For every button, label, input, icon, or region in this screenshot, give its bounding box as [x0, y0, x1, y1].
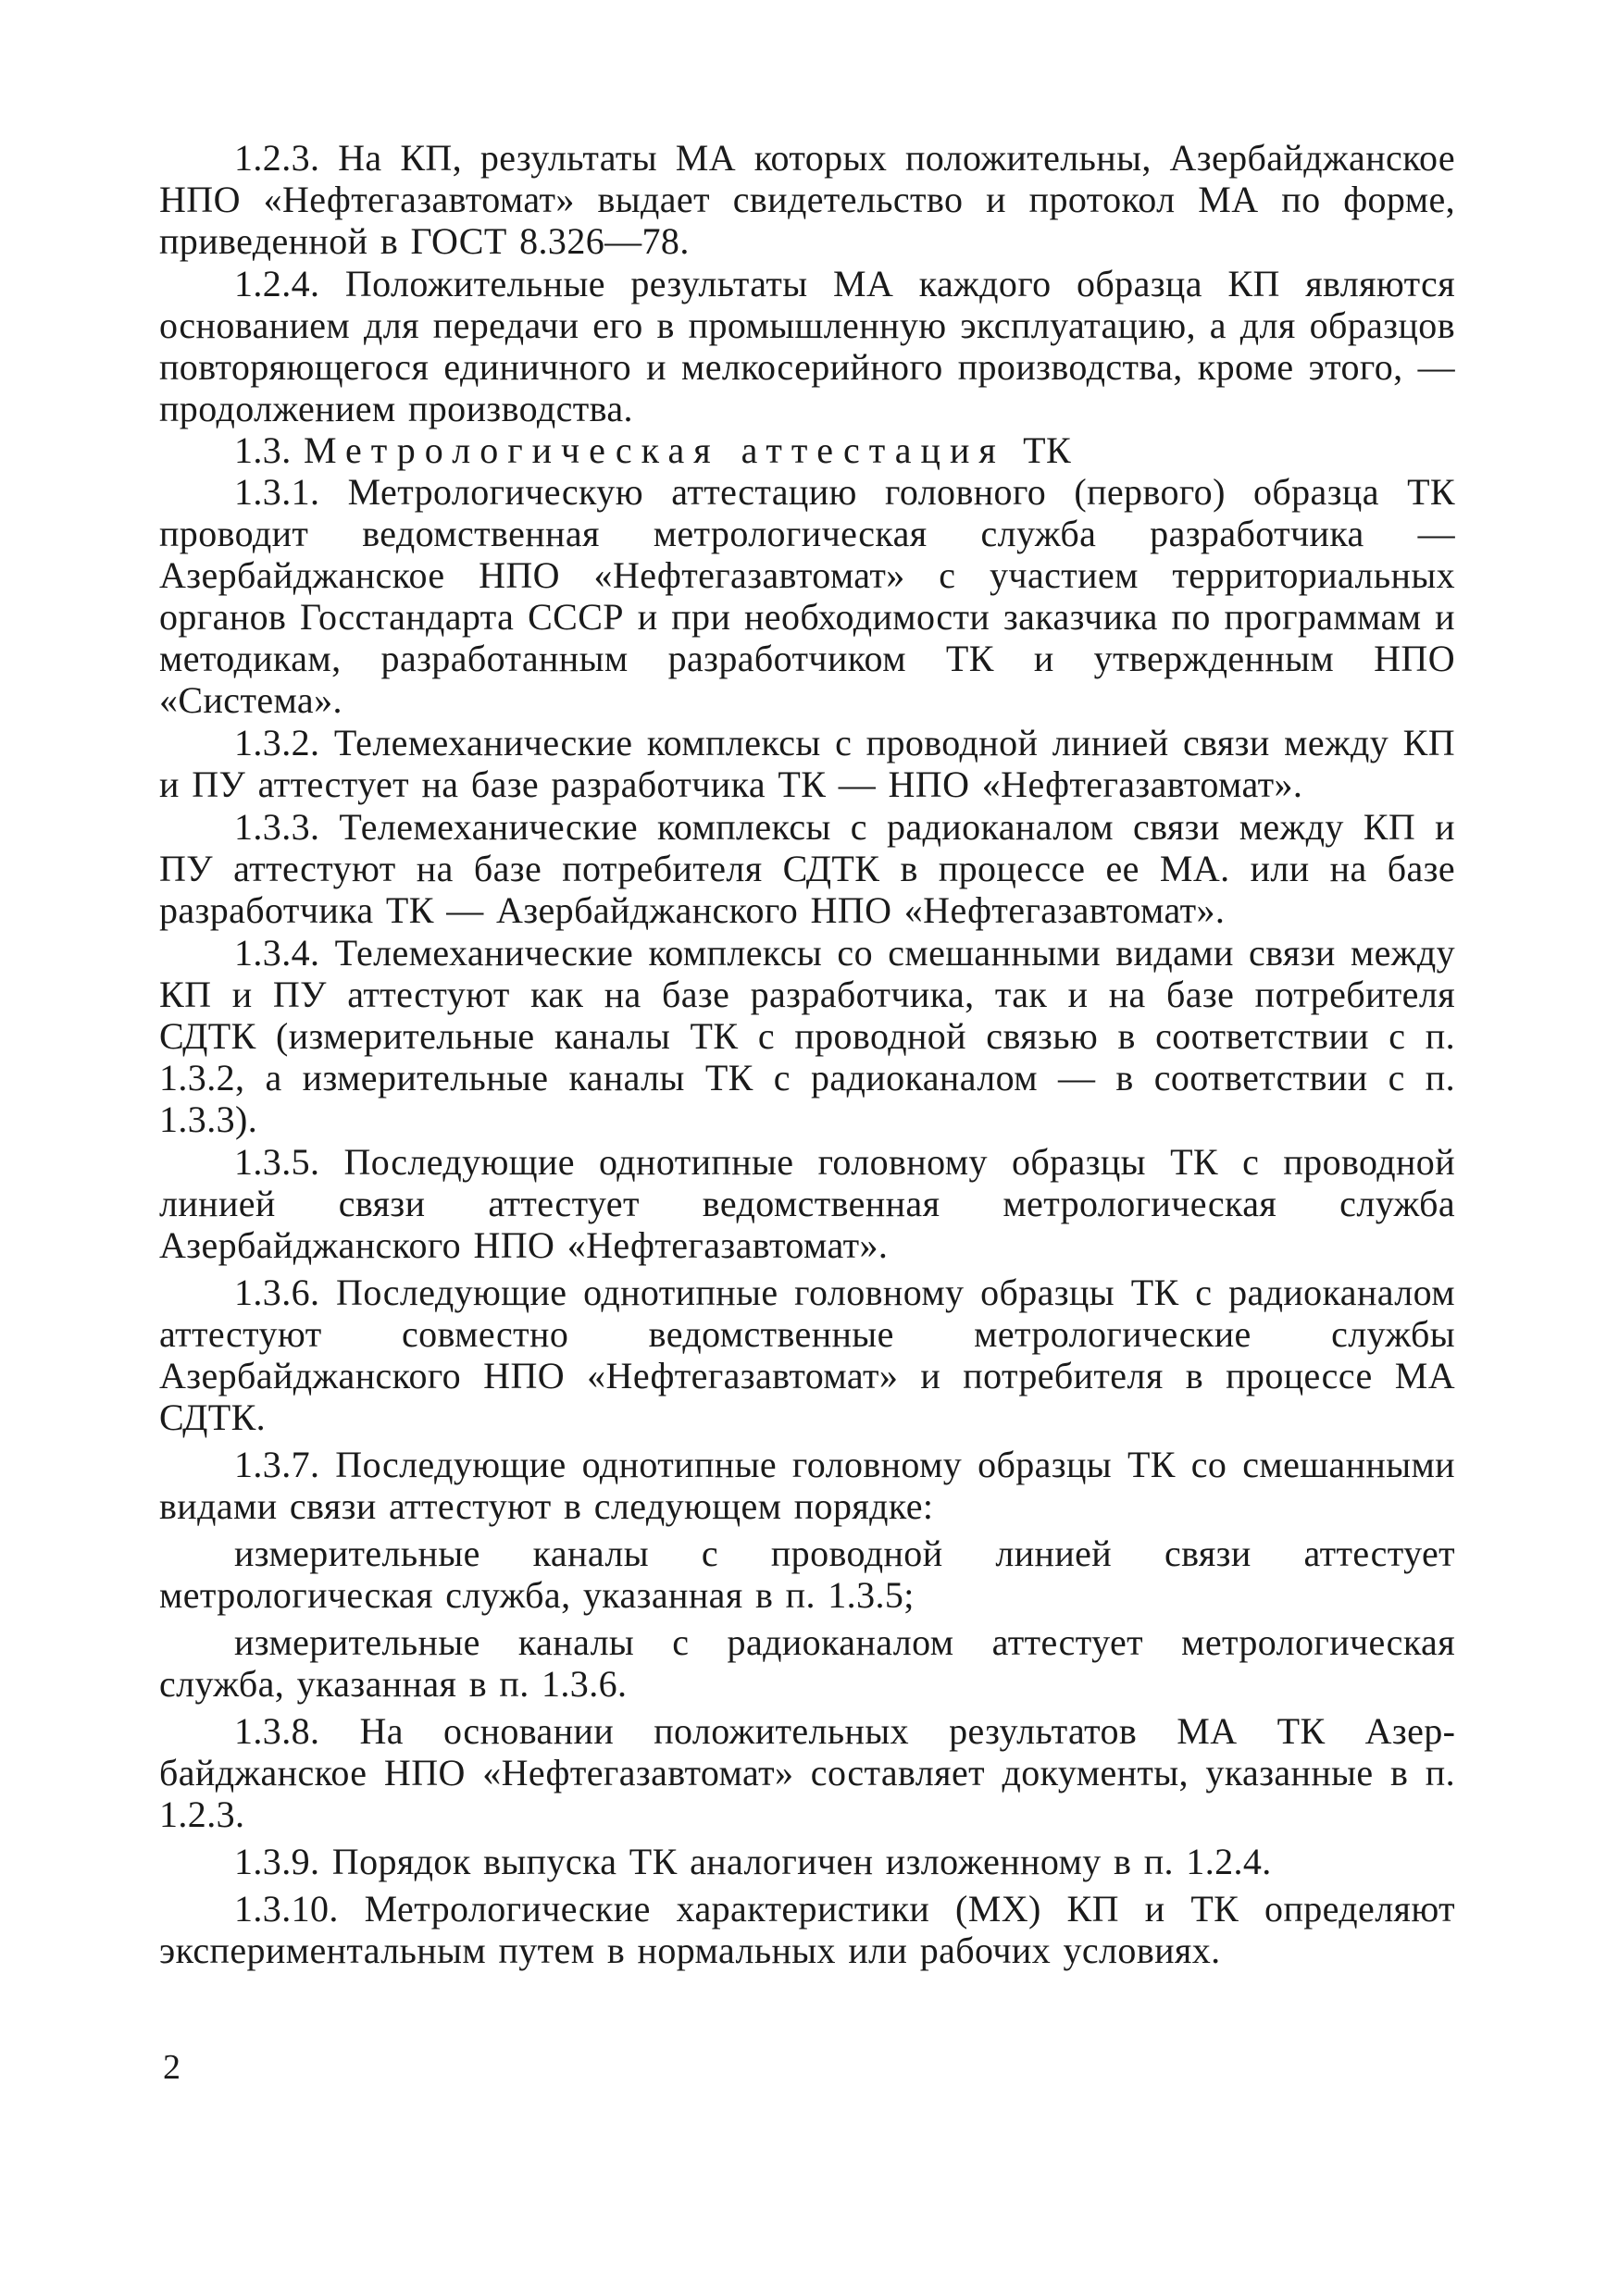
page-number: 2 — [163, 2048, 181, 2087]
clause-1-3-6: 1.3.6. Последующие однотипные головному образцы ТК с радиоканалом аттестуют совместно ведомственные метрологические службы Азербайджанского НПО «Нефтегазавтомат» и потребителя в процессе МА СДТК. — [159, 1272, 1455, 1438]
clause-1-3-7-item-wired: измерительные каналы с проводной линией связи аттестует метрологическая служба, указанная в п. 1.3.5; — [159, 1533, 1455, 1616]
clause-1-3-2: 1.3.2. Телемеханические комплексы с проводной линией связи между КП и ПУ аттестует на базе разработчика ТК — НПО «Нефтегазавтомат». — [159, 722, 1455, 805]
body-text — [159, 137, 1455, 1971]
clause-1-3-5: 1.3.5. Последующие однотипные головному образцы ТК с проводной линией связи аттестует ведомственная метрологическая служба Азербайджанского НПО «Нефтегазавтомат». — [159, 1141, 1455, 1266]
section-heading-number: 1.3. — [234, 429, 292, 471]
section-heading-tail: ТК — [1023, 429, 1072, 471]
clause-1-3-1: 1.3.1. Метрологическую аттестацию головного (первого) образца ТК проводит ведомственная метрологическая служба разработчика — Азербайджанское НПО «Нефтегазавтомат» с участием территориальных органов Госстандарта СССР и при необходимости заказчика по программам и методикам, разработанным разработчиком ТК и утвержденным НПО «Система». — [159, 471, 1455, 721]
clause-1-3-7: 1.3.7. Последующие однотипные головному образцы ТК со смешанными видами связи аттестуют в следующем порядке: — [159, 1444, 1455, 1527]
clause-1-3-8: 1.3.8. На основании положительных результатов МА ТК Азербайджанское НПО «Нефтегазавтомат» составляет документы, указанные в п. 1.2.3. — [159, 1710, 1455, 1835]
clause-1-3-3: 1.3.3. Телемеханические комплексы с радиоканалом связи между КП и ПУ аттестуют на базе потребителя СДТК в процессе ее МА. или на базе разработчика ТК — Азербайджанского НПО «Нефтегазавтомат». — [159, 806, 1455, 931]
clause-1-3-7-item-radio: измерительные каналы с радиоканалом аттестует метрологическая служба, указанная в п. 1.3.6. — [159, 1621, 1455, 1705]
clause-1-2-4: 1.2.4. Положительные результаты МА каждого образца КП являются основанием для передачи его в промышленную эксплуатацию, а для образцов повторяющегося единичного и мелкосерийного производства, кроме этого, — продолжением производства. — [159, 263, 1455, 429]
clause-1-3-9: 1.3.9. Порядок выпуска ТК аналогичен изложенному в п. 1.2.4. — [234, 1841, 1272, 1882]
clause-1-3-4: 1.3.4. Телемеханические комплексы со смешанными видами связи между КП и ПУ аттестуют как на базе разработчика, так и на базе потребителя СДТК (измерительные каналы ТК с проводной связью в соответствии с п. 1.3.2, а измерительные каналы ТК с радиоканалом — в соответствии с п. 1.3.3). — [159, 932, 1455, 1140]
section-heading — [159, 429, 1455, 471]
clause-1-3-10: 1.3.10. Метрологические характеристики (МХ) КП и ТК определяют экспериментальным путем в нормальных или рабочих условиях. — [159, 1888, 1455, 1971]
section-heading-title: Метрологическая аттестация — [304, 429, 1005, 471]
clause-1-2-3: 1.2.3. На КП, результаты МА которых положительны, Азербайджанское НПО «Нефтегазавтомат» выдает свидетельство и протокол МА по форме, приведенной в ГОСТ 8.326—78. — [159, 137, 1455, 262]
